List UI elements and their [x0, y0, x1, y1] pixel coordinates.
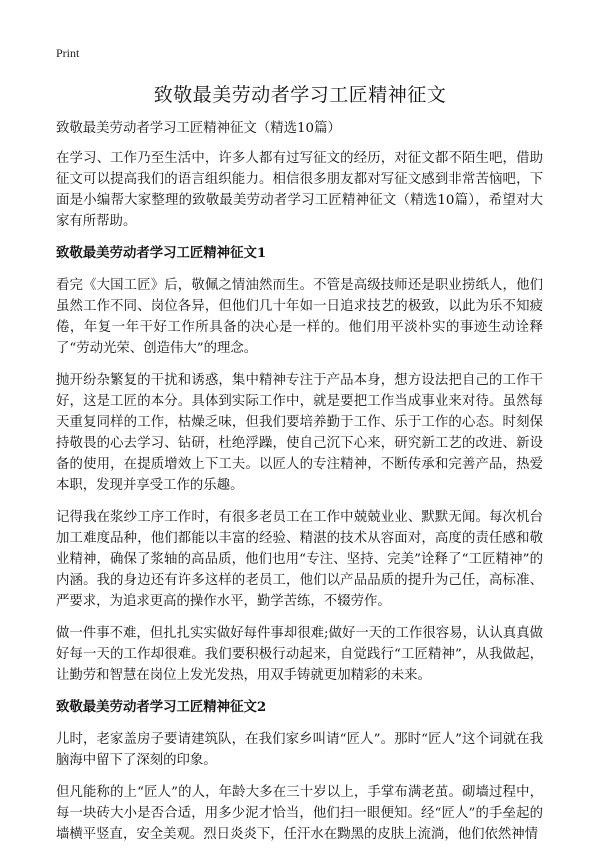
print-link[interactable]: Print: [56, 46, 80, 60]
section-1-paragraph-2: 抛开纷杂繁复的干扰和诱惑，集中精神专注于产品本身，想方设法把自己的工作干好，这是工匠的本分。具体到实际工作中，就是要把工作当成事业来对待。虽然每天重复同样的工作，枯燥乏味，但我们要培养勤于工作、乐于工作的心态。时刻保持敬畏的心去学习、钻研，杜绝浮躁，使自己沉下心来，研究新工艺的改进、新设备的使用，在提质增效上下工夫。以匠人的专注精神，不断传承和完善产品，热爱本职，发现并享受工作的乐趣。: [56, 373, 543, 493]
section-1-paragraph-3: 记得我在浆纱工序工作时，有很多老员工在工作中兢兢业业、默默无闻。每次机台加工难度品种，他们都能以丰富的经验、精湛的技术从容面对，高度的责任感和敬业精神，确保了浆轴的高品质，他们也用“专注、坚持、完美”诠释了“工匠精神”的内涵。我的身边还有许多这样的老员工，他们以产品品质的提升为己任，高标准、严要求，为追求更高的操作水平，勤学苦练，不辍劳作。: [56, 510, 543, 609]
section-heading-2: 致敬最美劳动者学习工匠精神征文2: [56, 699, 267, 715]
article-body: [56, 118, 543, 856]
section-2-paragraph-1: 儿时，老家盖房子要请建筑队，在我们家乡叫请“匠人”。那时“匠人”这个词就在我脑海中留下了深刻的印象。: [56, 732, 543, 768]
section-1-paragraph-4: 做一件事不难，但扎扎实实做好每件事却很难;做好一天的工作很容易，认认真真做好每一天的工作却很难。我们要积极行动起来，自觉践行“工匠精神”，从我做起，让勤劳和智慧在岗位上发光发热，用双手铸就更加精彩的未来。: [56, 626, 543, 683]
article-subtitle: 致敬最美劳动者学习工匠精神征文（精选10篇）: [56, 121, 341, 136]
page-title: 致敬最美劳动者学习工匠精神征文: [153, 84, 447, 106]
section-heading-1: 致敬最美劳动者学习工匠精神征文1: [56, 245, 267, 261]
intro-paragraph: 在学习、工作乃至生活中，许多人都有过写征文的经历，对征文都不陌生吧，借助征文可以提高我们的语言组织能力。相信很多朋友都对写征文感到非常苦恼吧，下面是小编帮大家整理的致敬最美劳动者学习工匠精神征文（精选10篇），希望对大家有所帮助。: [56, 151, 543, 229]
section-2-paragraph-2: 但凡能称的上“匠人”的人，年龄大多在三十岁以上，手掌布满老茧。砌墙过程中，每一块砖大小是否合适，用多少泥才恰当，他们扫一眼便知。经“匠人”的手垒起的墙横平竖直，安全美观。烈日炎炎下，任汗水在黝黑的皮肤上流淌，他们依然神情: [56, 785, 543, 842]
section-1-paragraph-1: 看完《大国工匠》后，敬佩之情油然而生。不管是高级技师还是职业捞纸人，他们虽然工作不同、岗位各异，但他们几十年如一日追求技艺的极致，以此为乐不知疲倦，年复一年干好工作所具备的决心是一样的。他们用平淡朴实的事迹生动诠释了“劳动光荣、创造伟大”的理念。: [56, 278, 543, 356]
